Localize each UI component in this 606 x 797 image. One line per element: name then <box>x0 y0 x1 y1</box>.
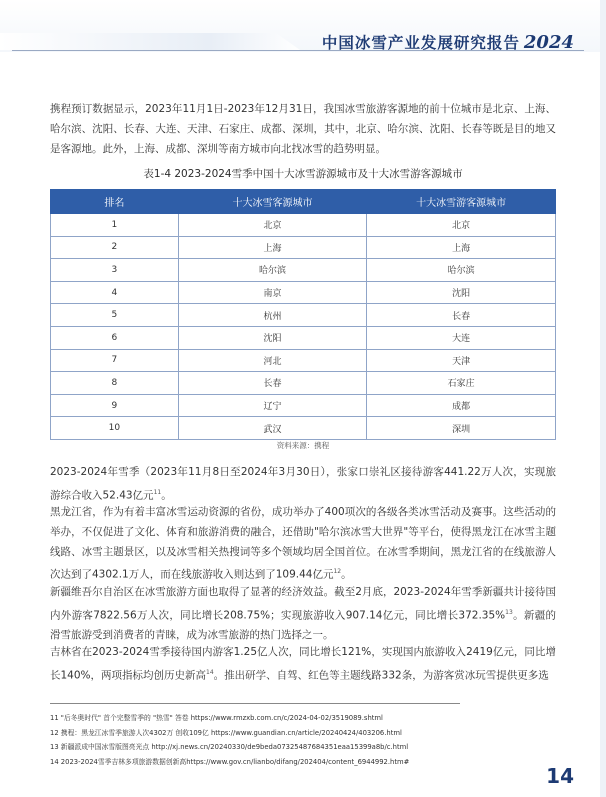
paragraph-text-end: 。 <box>161 489 172 502</box>
paragraph-jilin <box>50 643 556 686</box>
table-row <box>51 304 556 327</box>
rank-cell: 10 <box>51 417 179 440</box>
table-row <box>51 349 556 372</box>
footnotes <box>50 711 570 769</box>
header-source-city: 十大冰雪客源城市 <box>178 190 367 214</box>
city-cell: 天津 <box>367 349 556 372</box>
paragraph-ctrip-sources <box>50 100 556 159</box>
city-cell: 杭州 <box>178 304 367 327</box>
paragraph-heilongjiang <box>50 503 556 586</box>
city-cell: 哈尔滨 <box>178 259 367 282</box>
rank-cell: 9 <box>51 394 179 417</box>
report-year: 2024 <box>523 32 574 53</box>
paragraph-zhangjiakou <box>50 463 556 506</box>
city-cell: 沈阳 <box>178 326 367 349</box>
city-cell: 沈阳 <box>367 281 556 304</box>
city-cell: 武汉 <box>178 417 367 440</box>
city-cell: 北京 <box>367 214 556 237</box>
footnote-13[interactable]: 13 新疆派成中国冰雪版图亮光点 http://xj.news.cn/20240330/de9beda07325487684351eaa15399a8b/c.html <box>50 743 409 751</box>
rank-cell: 3 <box>51 259 179 282</box>
paragraph-text: 携程预订数据显示，2023年11月1日-2023年12月31日，我国冰雪旅游客源地的前十位城市是北京、上海、哈尔滨、沈阳、长春、大连、天津、石家庄、成都、深圳，其中，北京、哈尔滨、沈阳、长春等既是目的地又是客源地。此外，上海、成都、深圳等南方城市向北找冰雪的趋势明显。 <box>50 103 556 155</box>
table-row <box>51 372 556 395</box>
footnote-11[interactable]: 11 "后冬奥时代" 首个完整雪季的 "热雪" 答卷 https://www.rmzxb.com.cn/c/2024-04-02/3519089.shtml <box>50 714 383 722</box>
paragraph-text-end: 。 <box>341 568 352 581</box>
rank-cell: 8 <box>51 372 179 395</box>
city-ranking-table <box>50 189 556 440</box>
table-row <box>51 236 556 259</box>
city-cell: 北京 <box>178 214 367 237</box>
table-row <box>51 417 556 440</box>
table-row <box>51 394 556 417</box>
rank-cell: 7 <box>51 349 179 372</box>
header-tourist-city: 十大冰雪游客源城市 <box>367 190 556 214</box>
paragraph-text: 黑龙江省，作为有着丰富冰雪运动资源的省份，成功举办了400项次的各级各类冰雪活动及赛事。这些活动的举办，不仅促进了文化、体育和旅游消费的融合，还借助"哈尔滨冰雪大世界"等平台，使得黑龙江在冰雪主题线路、冰雪主题景区，以及冰雪相关热搜词等多个领域均居全国首位。在冰雪季期间，黑龙江省的在线旅游人次达到了4302.1万人，而在线旅游收入则达到了109.44亿元 <box>50 506 556 581</box>
city-cell: 辽宁 <box>178 394 367 417</box>
paragraph-xinjiang <box>50 583 556 646</box>
city-cell: 南京 <box>178 281 367 304</box>
footnote-14[interactable]: 14 2023-2024雪季吉林多项旅游数据创新高https://www.gov.cn/lianbo/difang/202404/content_6944992.htm# <box>50 757 410 766</box>
rank-cell: 2 <box>51 236 179 259</box>
table-header-row <box>51 190 556 214</box>
paragraph-text-end: 。新疆的滑雪旅游受到消费者的青睐，成为冰雪旅游的热门选择之一。 <box>50 609 557 642</box>
paragraph-text: 2023-2024年雪季（2023年11月8日至2024年3月30日），张家口崇礼区接待游客441.22万人次，实现旅游综合收入52.43亿元 <box>50 466 556 502</box>
table-row <box>51 326 556 349</box>
rank-cell: 1 <box>51 214 179 237</box>
paragraph-text-end: 。推出研学、自驾、红色等主题线路332条，为游客赏冰玩雪提供更多选 <box>213 669 549 682</box>
city-cell: 河北 <box>178 349 367 372</box>
city-cell: 成都 <box>367 394 556 417</box>
city-cell: 深圳 <box>367 417 556 440</box>
report-title <box>322 31 574 53</box>
side-bar <box>600 0 606 797</box>
city-cell: 长春 <box>178 372 367 395</box>
rank-cell: 4 <box>51 281 179 304</box>
header-decoration <box>0 33 300 50</box>
table-source: 资料来源：携程 <box>276 441 330 450</box>
city-cell: 石家庄 <box>367 372 556 395</box>
table-row <box>51 281 556 304</box>
footnote-ref[interactable]: 13 <box>505 608 513 616</box>
footnote-ref[interactable]: 14 <box>206 668 214 676</box>
footnote-12[interactable]: 12 携程：黑龙江冰雪季旅游人次4302万 创收109亿 https://www.guandian.cn/article/20240424/403206.html <box>50 728 402 737</box>
city-cell: 哈尔滨 <box>367 259 556 282</box>
footnote-divider <box>50 703 460 704</box>
city-cell: 大连 <box>367 326 556 349</box>
table-row <box>51 214 556 237</box>
report-title-text: 中国冰雪产业发展研究报告 <box>321 33 520 52</box>
page-number: 14 <box>546 764 574 788</box>
city-cell: 长春 <box>367 304 556 327</box>
header-rank: 排名 <box>51 190 179 214</box>
rank-cell: 6 <box>51 326 179 349</box>
paragraph-text: 吉林省在2023-2024雪季接待国内游客1.25亿人次，同比增长121%，实现国内旅游收入2419亿元，同比增长140%，两项指标均创历史新高 <box>50 646 556 682</box>
city-cell: 上海 <box>367 236 556 259</box>
city-cell: 上海 <box>178 236 367 259</box>
footnote-ref[interactable]: 11 <box>153 488 162 496</box>
table-caption: 表1-4 2023-2024雪季中国十大冰雪游源城市及十大冰雪游客源城市 <box>143 168 463 180</box>
table-row <box>51 259 556 282</box>
paragraph-text: 新疆维吾尔自治区在冰雪旅游方面也取得了显著的经济效益。截至2月底，2023-2024年雪季新疆共计接待国内外游客7822.56万人次，同比增长208.75%；实现旅游收入907.14亿元，同比增长372.35% <box>50 586 556 622</box>
rank-cell: 5 <box>51 304 179 327</box>
footnote-ref[interactable]: 12 <box>333 568 342 576</box>
